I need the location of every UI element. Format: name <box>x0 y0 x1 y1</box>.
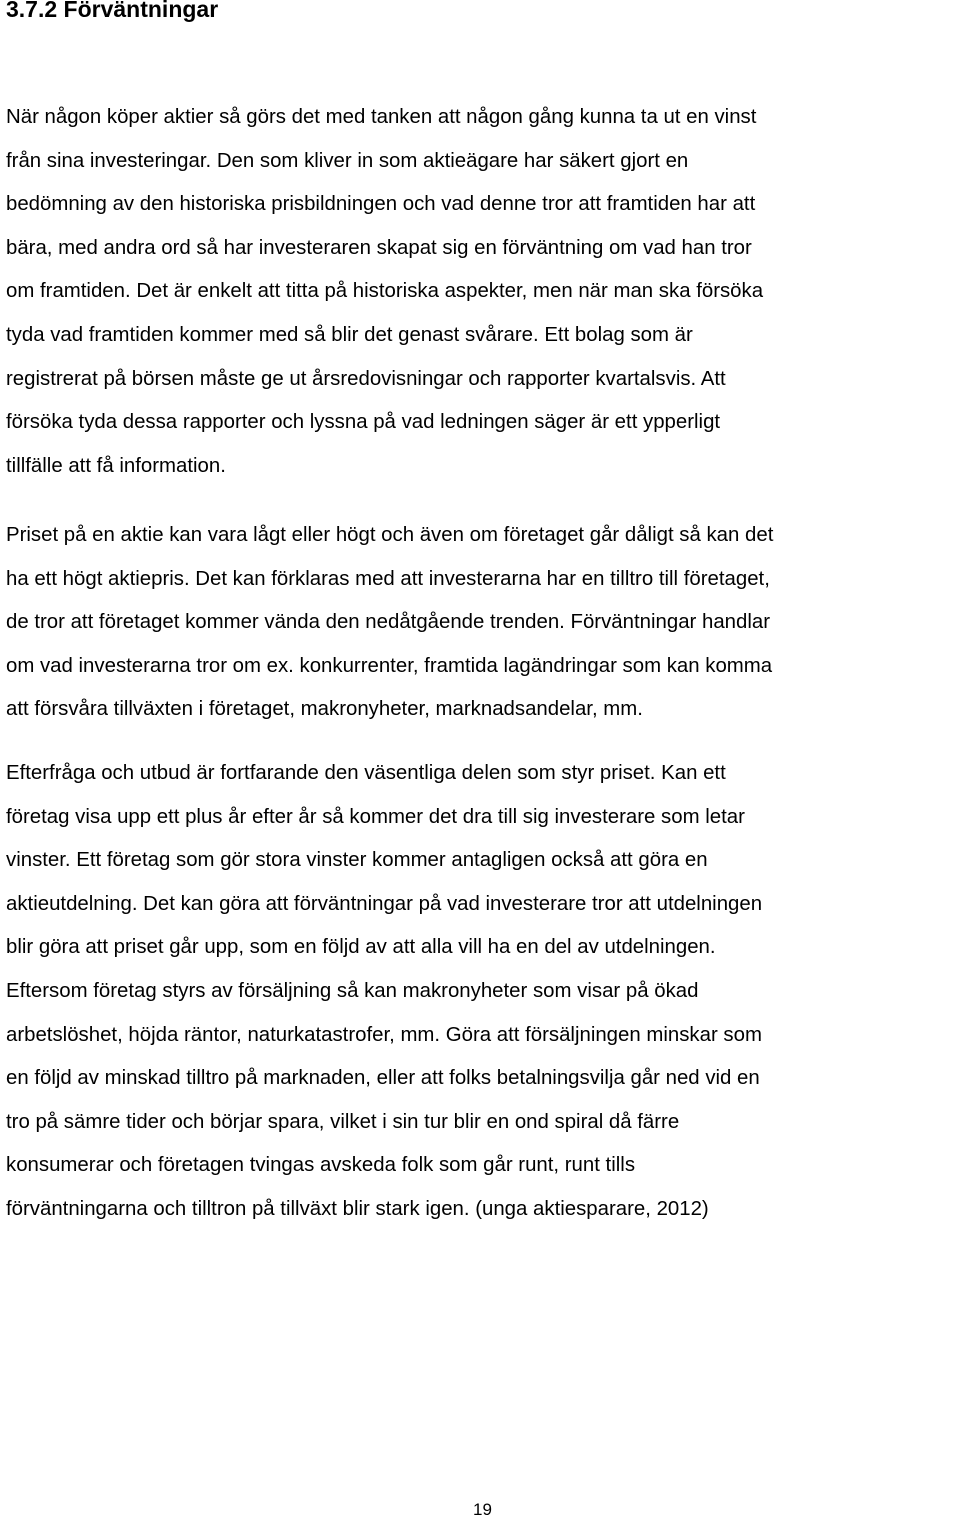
text-line: blir göra att priset går upp, som en följd av att alla vill ha en del av utdelningen. <box>6 936 716 959</box>
text-line: konsumerar och företagen tvingas avskeda folk som går runt, runt tills <box>6 1154 636 1177</box>
text-line: När någon köper aktier så görs det med tanken att någon gång kunna ta ut en vinst <box>6 106 757 128</box>
text-line: ha ett högt aktiepris. Det kan förklaras med att investerarna har en tilltro till företaget, <box>6 567 770 590</box>
text-line: bedömning av den historiska prisbildningen och vad denne tror att framtiden har att <box>6 193 756 216</box>
text-line: tyda vad framtiden kommer med så blir det genast svårare. Ett bolag som är <box>6 323 693 346</box>
text-line: de tror att företaget kommer vända den nedåtgående trenden. Förväntningar handlar <box>6 611 771 634</box>
text-line: tro på sämre tider och börjar spara, vilket i sin tur blir en ond spiral då färre <box>6 1110 680 1133</box>
text-line: bära, med andra ord så har investeraren skapat sig en förväntning om vad han tror <box>6 236 752 259</box>
paragraph-share-price <box>6 514 958 732</box>
section-heading: 3.7.2 Förväntningar <box>6 0 219 22</box>
text-line: om framtiden. Det är enkelt att titta på historiska aspekter, men när man ska försöka <box>6 280 764 303</box>
text-line: Priset på en aktie kan vara lågt eller högt och även om företaget går dåligt så kan det <box>6 524 774 546</box>
text-line: Eftersom företag styrs av försäljning så kan makronyheter som visar på ökad <box>6 979 699 1002</box>
text-line: från sina investeringar. Den som kliver in som aktieägare har säkert gjort en <box>6 149 689 172</box>
text-line: arbetslöshet, höjda räntor, naturkatastrofer, mm. Göra att försäljningen minskar som <box>6 1023 762 1046</box>
paragraph-expectations-intro <box>6 96 958 488</box>
text-line: aktieutdelning. Det kan göra att förväntningar på vad investerare tror att utdelningen <box>6 892 763 915</box>
page-number: 19 <box>473 1500 492 1519</box>
text-line: tillfälle att få information. <box>6 454 226 477</box>
text-line: registrerat på börsen måste ge ut årsredovisningar och rapporter kvartalsvis. Att <box>6 367 726 390</box>
text-line: förväntningarna och tilltron på tillväxt blir stark igen. (unga aktiesparare, 2012) <box>6 1197 709 1220</box>
paragraph-supply-demand <box>6 752 958 1232</box>
text-line: Efterfråga och utbud är fortfarande den väsentliga delen som styr priset. Kan ett <box>6 762 726 784</box>
text-line: en följd av minskad tilltro på marknaden, eller att folks betalningsvilja går ned vid en <box>6 1067 760 1090</box>
text-line: företag visa upp ett plus år efter år så kommer det dra till sig investerare som letar <box>6 805 745 828</box>
text-line: att försvåra tillväxten i företaget, makronyheter, marknadsandelar, mm. <box>6 698 643 721</box>
text-line: vinster. Ett företag som gör stora vinster kommer antagligen också att göra en <box>6 849 708 872</box>
text-line: försöka tyda dessa rapporter och lyssna på vad ledningen säger är ett ypperligt <box>6 411 721 434</box>
text-line: om vad investerarna tror om ex. konkurrenter, framtida lagändringar som kan komma <box>6 654 773 677</box>
